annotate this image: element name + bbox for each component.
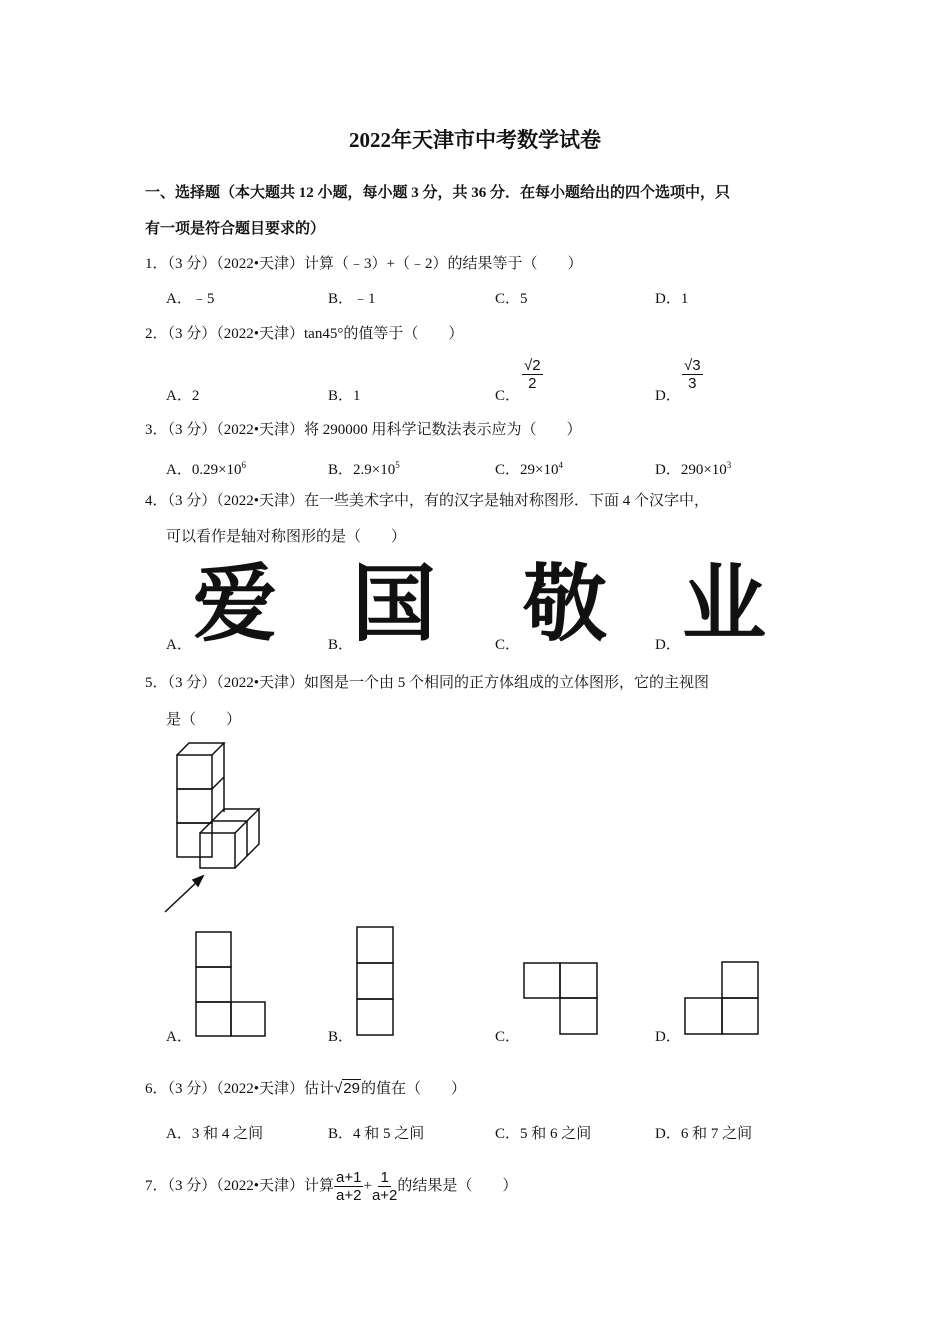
option-a-view	[196, 932, 265, 1036]
question-4-stem: 4．（3 分）（2022•天津）在一些美术字中，有的汉字是轴对称图形．下面 4 个汉字中，	[145, 493, 710, 509]
stem-text: 的结果是（ ）	[397, 1178, 518, 1194]
q4-option-b: B．	[328, 637, 354, 653]
q1-option-a: A．﹣5	[166, 291, 215, 307]
label: B．2.9×10	[328, 462, 396, 478]
question-5-stem: 5．（3 分）（2022•天津）如图是一个由 5 个相同的正方体组成的立体图形，它的主视图	[145, 675, 710, 691]
q5-option-d: D．	[655, 1029, 681, 1045]
q4-char-d: 业	[682, 555, 767, 653]
stem-text: 6．（3 分）（2022•天津）估计	[145, 1081, 335, 1097]
q4-char-c: 敬	[523, 555, 608, 653]
option-b-view	[357, 927, 393, 1035]
exponent: 6	[241, 460, 247, 470]
q4-option-d: D．	[655, 637, 681, 653]
q2-option-c: C．	[495, 388, 521, 404]
q2-option-a: A．2	[166, 388, 200, 404]
radicand: 29	[343, 1080, 360, 1097]
fraction-1	[334, 1169, 363, 1204]
view-arrow	[165, 876, 203, 912]
label: D．290×10	[655, 462, 727, 478]
label: A．0.29×10	[166, 462, 242, 478]
q2-option-b: B．1	[328, 388, 361, 404]
q1-option-d: D．1	[655, 291, 689, 307]
numerator: √2	[524, 357, 541, 374]
q5-option-b: B．	[328, 1029, 354, 1045]
exponent: 4	[558, 460, 563, 470]
question-1-stem: 1．（3 分）（2022•天津）计算（﹣3）+（﹣2）的结果等于（ ）	[145, 256, 583, 272]
question-3-stem: 3．（3 分）（2022•天津）将 290000 用科学记数法表示应为（ ）	[145, 422, 582, 438]
question-6-stem	[145, 1079, 466, 1099]
q1-option-c: C．5	[495, 291, 528, 307]
q4-char-b: 国	[352, 555, 437, 653]
section-heading: 一、选择题（本大题共 12 小题，每小题 3 分，共 36 分．在每小题给出的四个选项中，只	[145, 185, 731, 201]
option-c-view	[524, 963, 597, 1034]
q4-option-a: A．	[166, 637, 192, 653]
label: C．29×10	[495, 462, 559, 478]
question-7-stem	[145, 1168, 517, 1204]
square-root: √29	[334, 1080, 360, 1097]
denominator: 2	[528, 375, 537, 392]
denominator: 3	[688, 375, 697, 392]
solid-figure-3d	[177, 743, 259, 868]
question-4-stem-cont: 可以看作是轴对称图形的是（ ）	[166, 529, 407, 545]
page-title: 2022年天津市中考数学试卷	[349, 128, 601, 152]
q4-char-a: 爱	[193, 555, 278, 653]
exponent: 3	[726, 460, 732, 470]
section-heading-cont: 有一项是符合题目要求的）	[145, 221, 326, 237]
question-5-stem-cont: 是（ ）	[166, 712, 242, 728]
numerator: a+1	[336, 1169, 362, 1187]
operator: +	[363, 1178, 372, 1194]
numerator: 1	[380, 1169, 389, 1187]
q6-option-a: A．3 和 4 之间	[166, 1126, 264, 1142]
q5-option-a: A．	[166, 1029, 192, 1045]
numerator: √3	[684, 357, 701, 374]
q5-option-c: C．	[495, 1029, 521, 1045]
q2-option-d: D．	[655, 388, 681, 404]
denominator: a+2	[336, 1187, 362, 1205]
denominator: a+2	[371, 1187, 398, 1205]
exponent: 5	[395, 460, 400, 470]
stem-text: 7．（3 分）（2022•天津）计算	[145, 1178, 335, 1194]
option-d-view	[685, 962, 758, 1034]
q6-option-d: D．6 和 7 之间	[655, 1126, 753, 1142]
question-2-stem: 2．（3 分）（2022•天津）tan45°的值等于（ ）	[145, 326, 464, 342]
q1-option-b: B．﹣1	[328, 291, 376, 307]
q6-option-b: B．4 和 5 之间	[328, 1126, 425, 1142]
stem-text: 的值在（ ）	[360, 1081, 466, 1097]
fraction-2	[372, 1169, 397, 1204]
q4-option-c: C．	[495, 637, 521, 653]
q6-option-c: C．5 和 6 之间	[495, 1126, 592, 1142]
